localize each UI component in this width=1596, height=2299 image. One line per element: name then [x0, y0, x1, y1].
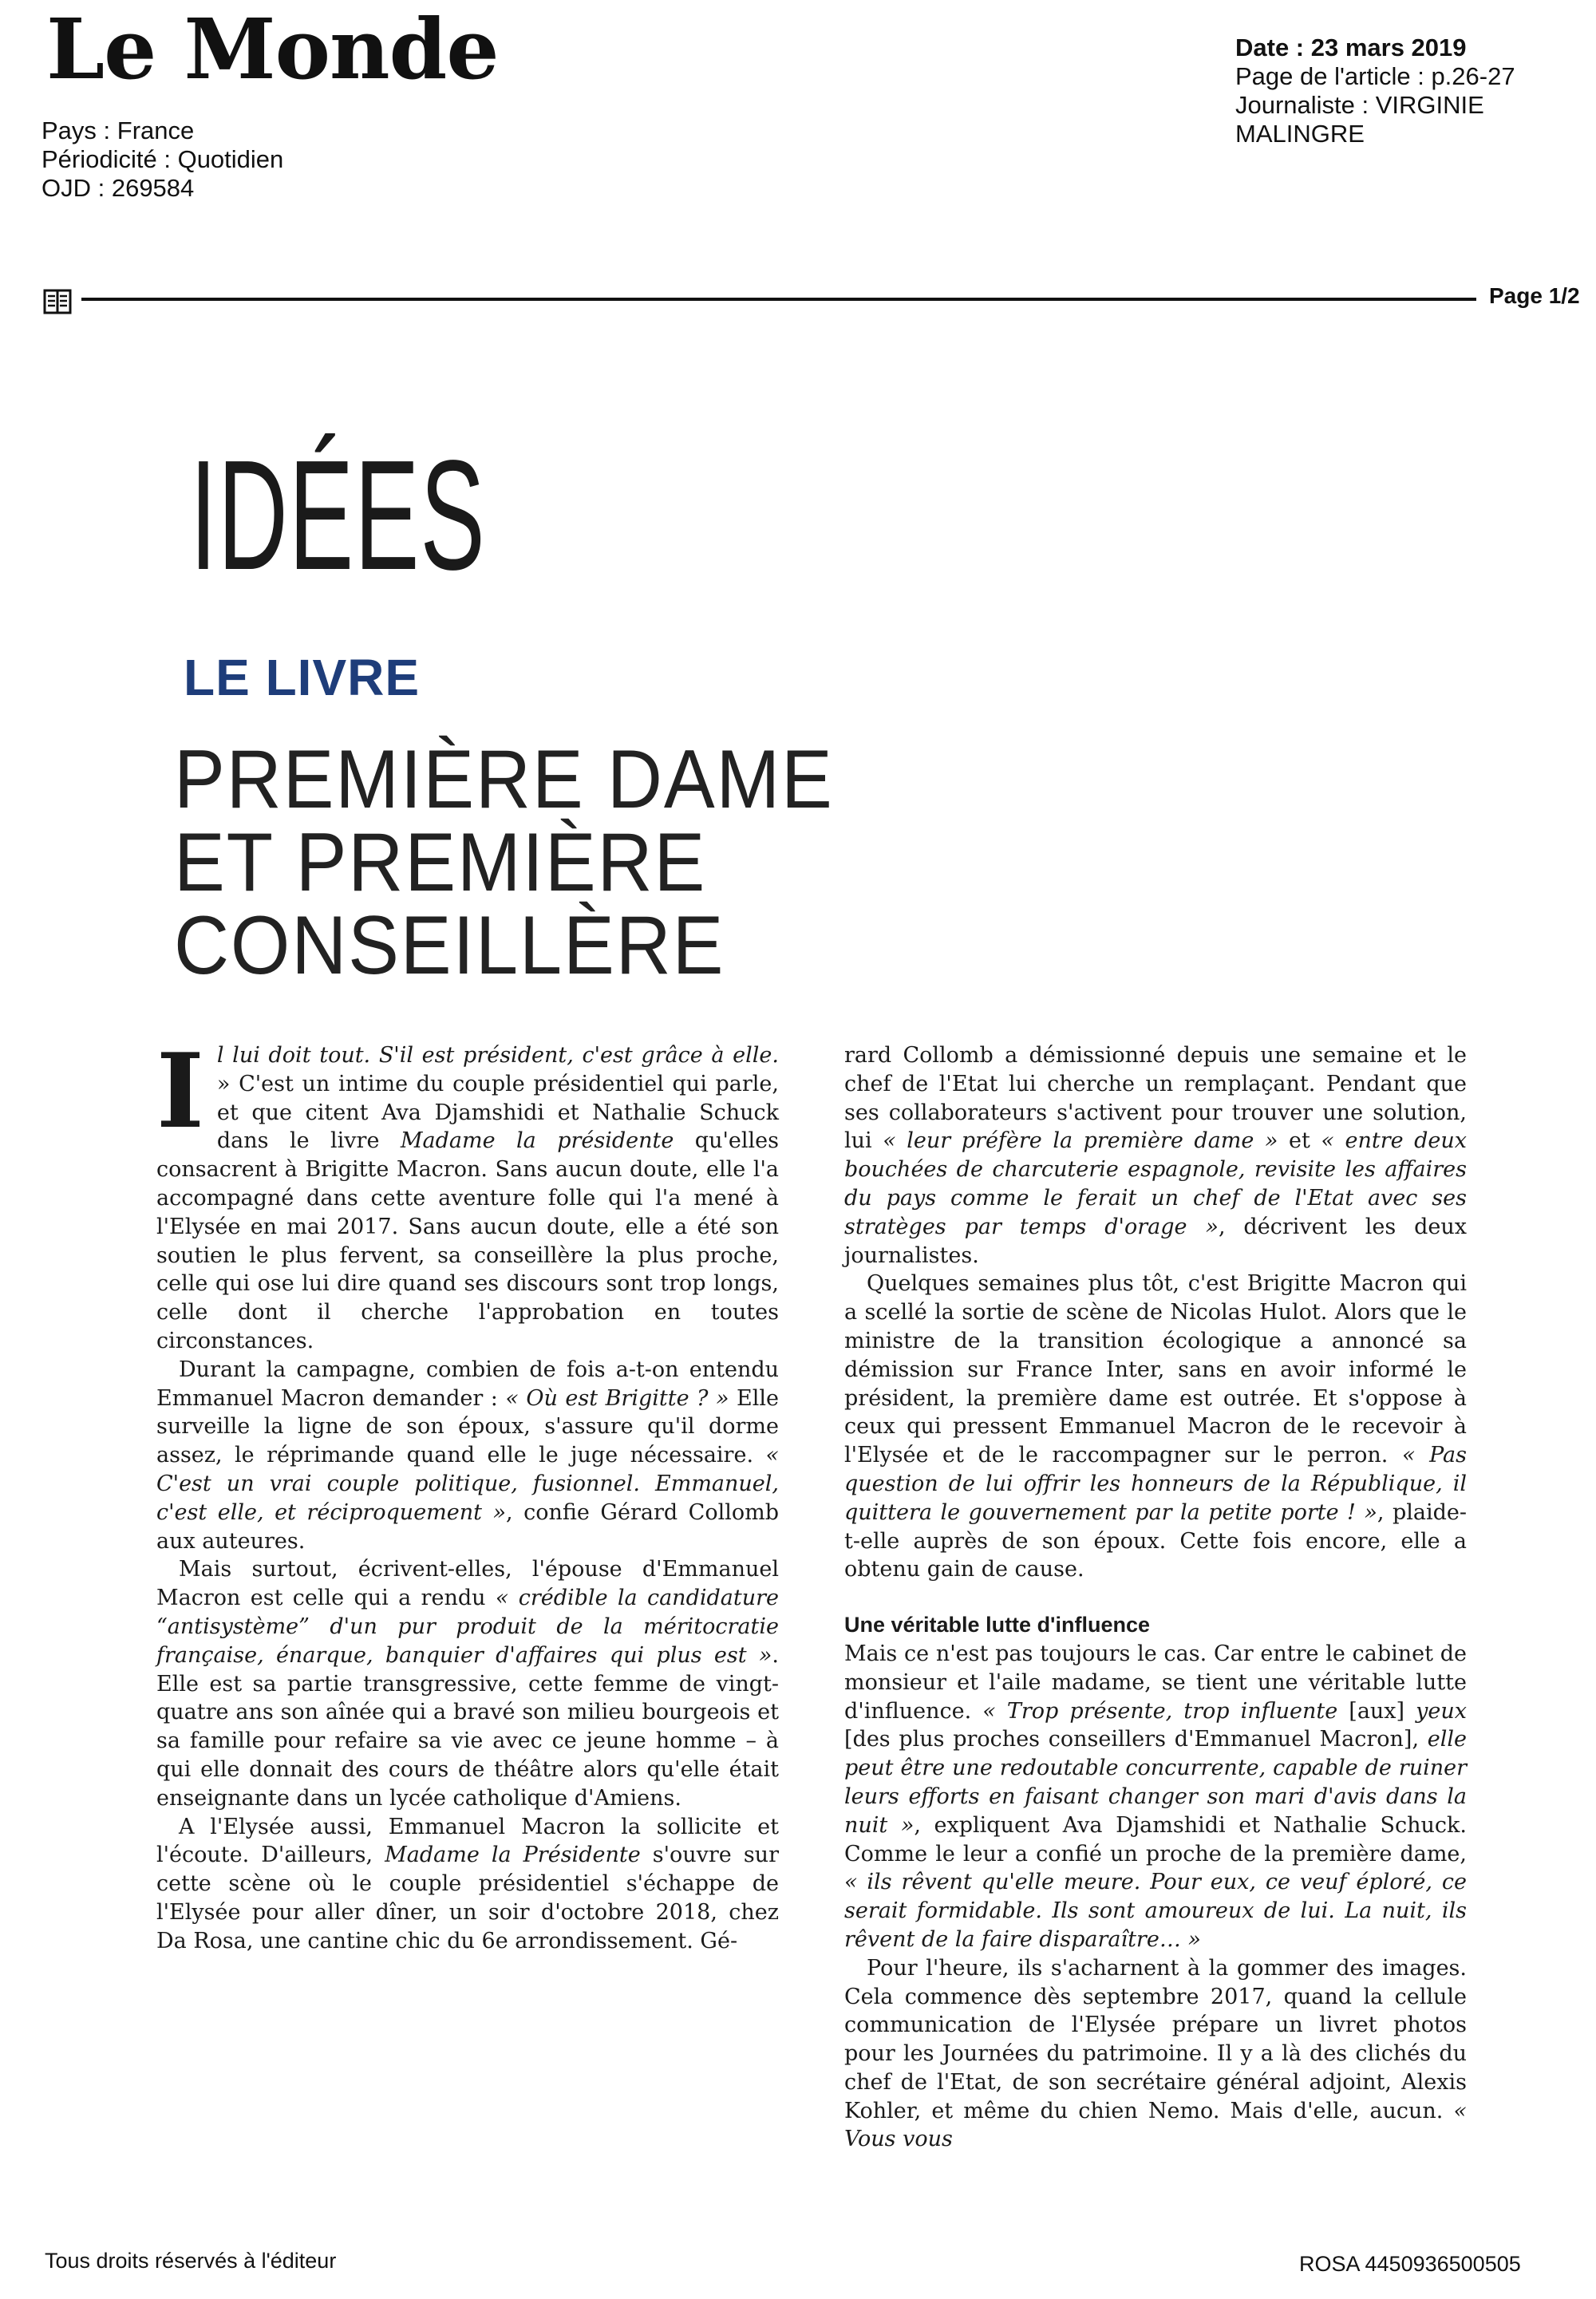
country-label: Pays : France [41, 117, 195, 144]
paragraph [156, 1813, 779, 1956]
quote: « C'est un vrai couple politique, fusionnel. Emmanuel, c'est elle, et réciproquement » [156, 1443, 779, 1525]
page-indicator: Page 1/2 [1489, 283, 1580, 308]
headline-line: PREMIÈRE DAME [174, 733, 834, 826]
text: . Elle est sa partie transgressive, cette femme de vingt-quatre ans son aînée qui a bravé son milieu bourgeois et sa famille pour refaire sa vie avec ce jeune homme – à qui elle donnait des cours de théâtre alors qu'elle était enseignante dans un lycée catholique d'Amiens. [156, 1642, 779, 1811]
quote: « crédible la candidature “antisystème” d'un pur produit de la méritocratie française, énarque, banquier d'affaires qui plus est » [156, 1586, 779, 1668]
text: , décrivent les deux journalistes. [844, 1214, 1468, 1268]
book-title: Madame la présidente [400, 1128, 674, 1154]
text: , expliquent Ava Djamshidi et Nathalie Schuck. Comme le leur a confié un proche de la première dame, [844, 1812, 1467, 1866]
text: rard Collomb a démissionné depuis une semaine et le chef de l'Etat lui cherche un remplaçant. Pendant que ses collaborateurs s'activent pour trouver une solution, lui [844, 1043, 1467, 1154]
text: , confie Gérard Collomb aux auteures. [156, 1499, 779, 1554]
text: qu'elles consacrent à Brigitte Macron. Sans aucun doute, elle l'a accompagné dans cette aventure folle qui l'a mené à l'Elysée en mai 2017. Sans aucun doute, elle a été son soutien le plus fervent, sa conseillère la plus proche, celle qui ose lui dire quand ses discours sont trop longs, celle dont il cherche l'approbation en toutes circonstances. [156, 1128, 779, 1353]
text: Elle surveille la ligne de son époux, s'assure qu'il dorme assez, le réprimande quand elle le juge nécessaire. [156, 1385, 779, 1468]
article-meta [1235, 34, 1596, 148]
quote: « Vous vous [844, 2098, 1467, 2152]
quote: « ils rêvent qu'elle meure. Pour eux, ce veuf éploré, ce serait formidable. Ils sont amoureux de lui. La nuit, ils rêvent de la faire disparaître… » [844, 1870, 1467, 1952]
quote: « Trop présente, trop influente [982, 1698, 1338, 1724]
headline-line: CONSEILLÈRE [174, 899, 725, 992]
paragraph [844, 1640, 1467, 1954]
masthead-logo: Le Monde [46, 0, 499, 98]
text: Durant la campagne, combien de fois a-t-on entendu Emmanuel Macron demander : [156, 1357, 779, 1411]
paragraph [844, 1954, 1467, 2155]
text: [aux] [1337, 1698, 1416, 1724]
text: Quelques semaines plus tôt, c'est Brigitte Macron qui a scellé la sortie de scène de Nicolas Hulot. Alors que le ministre de la transition écologique a annoncé sa démission sur France Inter, sans en avoir informé le président, la première dame est outrée. Et s'oppose à ceux qui pressent Emmanuel Macron de le recevoir à l'Elysée et de le raccompagner sur le perron. [844, 1271, 1467, 1468]
paragraph [156, 1555, 779, 1812]
page-article-label: Page de l'article : p.26-27 [1235, 62, 1515, 90]
article-column-2 [844, 1041, 1467, 2154]
text: et [1278, 1128, 1321, 1154]
quote: yeux [1416, 1698, 1467, 1724]
drop-cap: I [156, 1032, 204, 1151]
article-headline [174, 733, 834, 992]
newspaper-icon [41, 286, 73, 318]
kicker-label: LE LIVRE [184, 649, 421, 706]
section-title: IDÉES [190, 428, 486, 602]
text: Pour l'heure, ils s'acharnent à la gommer des images. Cela commence dès septembre 2017, quand la cellule communication de l'Elysée prépare un livret photos pour les Journées du patrimoine. Il y a là des clichés du chef de l'Etat, de son secrétaire général adjoint, Alexis Kohler, et même du chien Nemo. Mais d'elle, aucun. [844, 1955, 1467, 2123]
headline-line: ET PREMIÈRE [174, 816, 707, 909]
text: s'ouvre sur cette scène où le couple présidentiel s'échappe de l'Elysée pour aller dîner, un soir d'octobre 2018, chez Da Rosa, une cantine chic du 6e arrondissement. Gé- [156, 1843, 779, 1953]
text: Mais ce n'est pas toujours le cas. Car entre le cabinet de monsieur et l'aile madame, se tient une véritable lutte d'influence. [844, 1641, 1467, 1724]
text: » C'est un intime du couple présidentiel qui parle, et que citent Ava Djamshidi et Nathalie Schuck dans le livre [216, 1071, 779, 1154]
text: [des plus proches conseillers d'Emmanuel Macron], [844, 1727, 1428, 1752]
quote: « entre deux bouchées de charcuterie espagnole, revisite les affaires du pays comme le ferait un chef de l'Etat avec ses stratèges par temps d'orage » [844, 1128, 1468, 1239]
quote: « Pas question de lui offrir les honneurs de la République, il quittera le gouvernement par la petite porte ! » [844, 1443, 1467, 1525]
text: , plaide-t-elle auprès de son époux. Cette fois encore, elle a obtenu gain de cause. [844, 1499, 1468, 1582]
paragraph [156, 1356, 779, 1556]
quote: l lui doit tout. S'il est président, c'est grâce à elle. [216, 1043, 779, 1068]
quote: elle peut être une redoutable concurrente, capable de ruiner leurs efforts en faisant changer son mari d'avis dans la nuit » [844, 1727, 1467, 1838]
ojd-label: OJD : 269584 [41, 174, 195, 202]
article-column-1 [156, 1032, 779, 1956]
publication-meta [41, 117, 283, 203]
journalist-label: Journaliste : VIRGINIE MALINGRE [1235, 91, 1484, 148]
quote: « leur préfère la première dame » [883, 1128, 1278, 1154]
paragraph [156, 1032, 779, 1356]
book-title: Madame la Présidente [385, 1843, 641, 1868]
date-label: Date : 23 mars 2019 [1235, 34, 1467, 61]
text: Mais surtout, écrivent-elles, l'épouse d'Emmanuel Macron est celle qui a rendu [156, 1557, 779, 1611]
reference-code: ROSA 4450936500505 [1299, 2252, 1521, 2276]
subheading: Une véritable lutte d'influence [844, 1613, 1150, 1637]
header-divider [81, 298, 1476, 301]
text: A l'Elysée aussi, Emmanuel Macron la sollicite et l'écoute. D'ailleurs, [156, 1814, 779, 1868]
periodicity-label: Périodicité : Quotidien [41, 145, 284, 173]
paragraph [844, 1041, 1467, 1270]
rights-notice: Tous droits réservés à l'éditeur [45, 2249, 337, 2273]
paragraph [844, 1270, 1467, 1584]
quote: « Où est Brigitte ? » [505, 1385, 729, 1411]
